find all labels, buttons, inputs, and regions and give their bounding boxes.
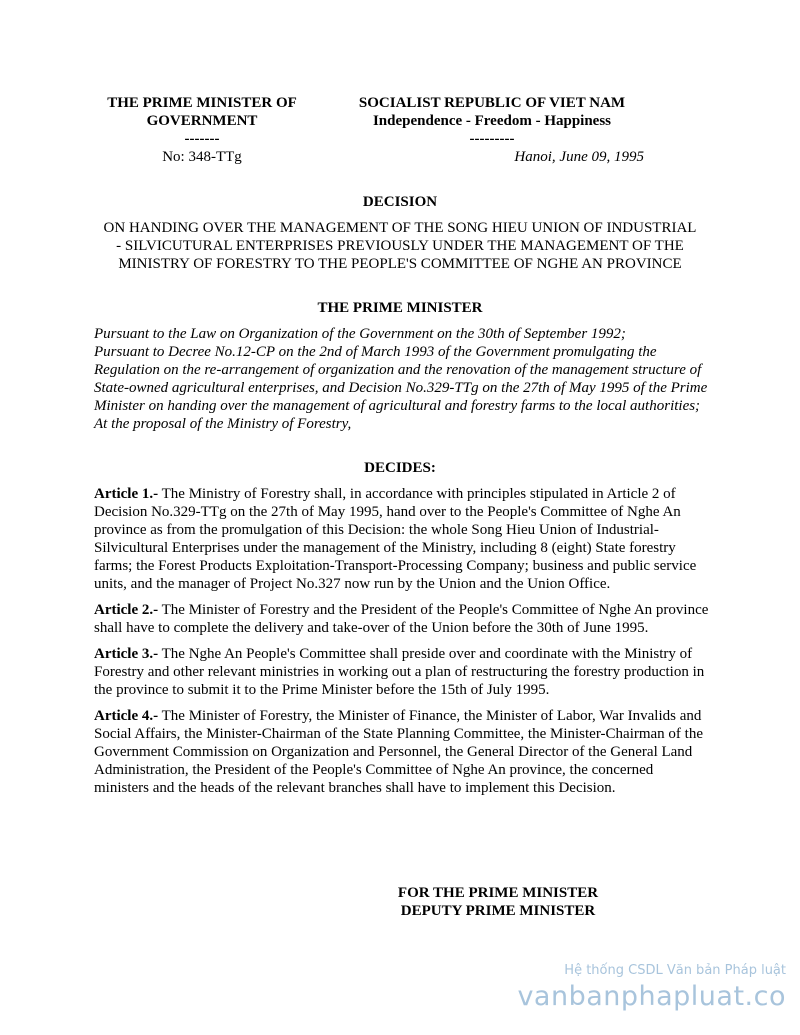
national-title-block: [340, 94, 644, 166]
national-motto: Independence - Freedom - Happiness: [372, 113, 612, 129]
signature-line1: FOR THE PRIME MINISTER: [397, 885, 599, 901]
document-date: Hanoi, June 09, 1995: [514, 149, 644, 165]
article-1-label: Article 1.-: [94, 486, 159, 502]
issuer-heading: THE PRIME MINISTER: [317, 300, 483, 316]
article-2-text: The Minister of Forestry and the President of the People's Committee of Nghe An province shall have to complete the delivery and take-over of the Union before the 30th of June 1995.: [94, 602, 709, 636]
signature-line2: DEPUTY PRIME MINISTER: [400, 903, 596, 919]
article-1-text: The Ministry of Forestry shall, in accordance with principles stipulated in Article 2 of Decision No.329-TTg on the 27th of May 1995, hand over to the People's Committee of Nghe An province as from the promulgation of this Decision: the whole Song Hieu Union of Industrial-Silvicultural Enterprises under the management of the Ministry, including 8 (eight) State forestry farms; the Forest Products Exploitation-Transport-Processing Company; business and public service units, and the manager of Project No.327 now run by the Union and the Union Office.: [94, 486, 697, 592]
preamble-paragraph: Pursuant to the Law on Organization of the Government on the 30th of September 1992;: [94, 326, 626, 342]
article-1: [94, 485, 710, 593]
watermark-caption: Hệ thống CSDL Văn bản Pháp luật: [564, 963, 786, 978]
decides-heading: DECIDES:: [364, 460, 436, 476]
preamble: [94, 325, 710, 433]
country-name: SOCIALIST REPUBLIC OF VIET NAM: [358, 95, 626, 111]
article-3: [94, 645, 710, 699]
signature-block: [360, 884, 636, 920]
authority-name-line2: GOVERNMENT: [146, 113, 258, 129]
article-4-text: The Minister of Forestry, the Minister of Finance, the Minister of Labor, War Invalids and Social Affairs, the Minister-Chairman of the State Planning Committee, the Minister-Chairman of the Government Commission on Organization and Personnel, the General Director of the General Land Administration, the President of the People's Committee of Nghe An province, the concerned ministers and the heads of the relevant branches shall have to implement this Decision.: [94, 708, 704, 796]
document-subtitle: ON HANDING OVER THE MANAGEMENT OF THE SONG HIEU UNION OF INDUSTRIAL - SILVICUTURAL ENTERPRISES PREVIOUSLY UNDER THE MANAGEMENT OF THE MINISTRY OF FORESTRY TO THE PEOPLE'S COMMITTEE OF NGHE AN PROVINCE: [103, 220, 697, 272]
article-2: [94, 601, 710, 637]
motto-divider: ---------: [469, 131, 515, 147]
article-4: [94, 707, 710, 797]
authority-divider: -------: [184, 131, 220, 147]
document-number: No: 348-TTg: [162, 149, 242, 165]
watermark: [517, 962, 786, 1014]
article-3-text: The Nghe An People's Committee shall preside over and coordinate with the Ministry of Forestry and other relevant ministries in working out a plan of restructuring the forestry production in the province to submit it to the Prime Minister before the 15th of July 1995.: [94, 646, 705, 698]
article-2-label: Article 2.-: [94, 602, 159, 618]
document-title: DECISION: [362, 194, 438, 210]
authority-name-line1: THE PRIME MINISTER OF: [107, 95, 297, 111]
article-3-label: Article 3.-: [94, 646, 159, 662]
watermark-site: vanbanphapluat.co: [517, 981, 786, 1012]
article-4-label: Article 4.-: [94, 708, 159, 724]
articles-section: [94, 485, 710, 805]
issuing-authority-block: [94, 94, 310, 166]
preamble-paragraph: Pursuant to Decree No.12-CP on the 2nd of March 1993 of the Government promulgating the Regulation on the re-arrangement of organization and the renovation of the management structure of State-owned agricultural enterprises, and Decision No.329-TTg on the 27th of May 1995 of the Prime Minister on handing over the management of agricultural and forestry farms to the local authorities;: [94, 344, 708, 414]
preamble-paragraph: At the proposal of the Ministry of Forestry,: [94, 416, 352, 432]
